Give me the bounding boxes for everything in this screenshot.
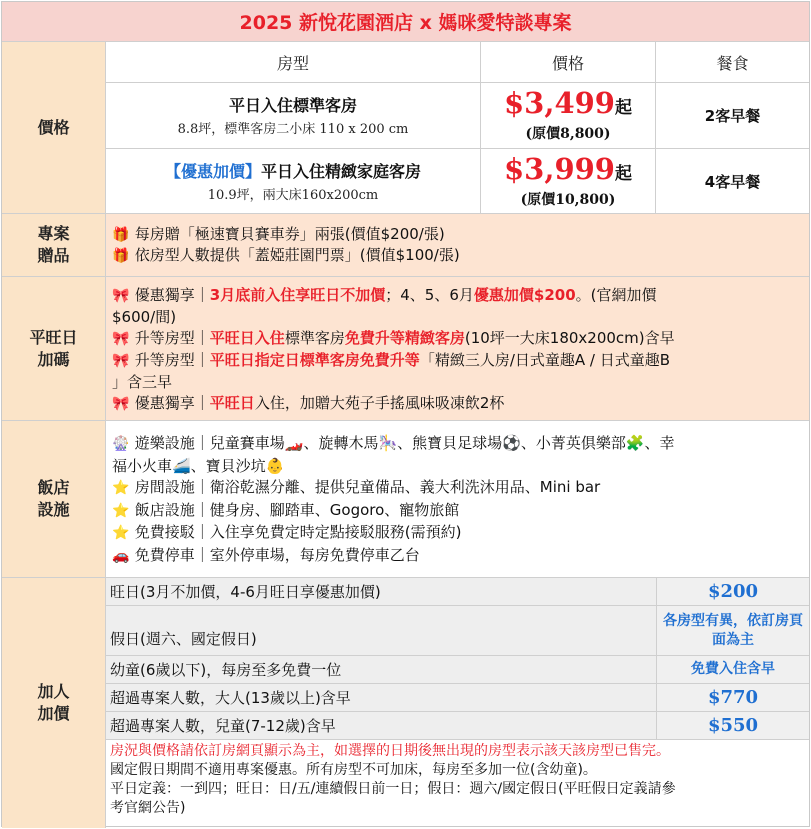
meal-info: 4客早餐 [704,172,761,191]
star-icon: ⭐ [112,525,130,541]
weekday-list [106,277,809,420]
weekday-section [2,277,809,421]
addon-desc: 超過專案人數，大人(13歲以上)含早 [106,684,657,711]
addon-label: 加人 加價 [2,578,106,828]
star-icon: ⭐ [112,502,130,519]
addon-desc: 假日(週六、國定假日) [106,606,657,655]
table-row [106,606,809,656]
room-spec: 8.8坪，標準客房二小床 110 x 200 cm [177,122,409,137]
original-price: (原價10,800) [520,191,616,208]
promo-tag: 【優惠加價】 [164,162,261,181]
room-price: $3,499起 [504,85,632,120]
list-item: 🎀 優惠獨享｜3月底前入住享旺日不加價；4、5、6月優惠加價$200。(官網加價 [112,285,803,307]
ribbon-icon: 🎀 [112,353,130,369]
hotel-list [106,421,809,577]
header-price: 價格 [481,42,656,82]
notes [106,740,809,826]
addon-value: 免費入住含早 [657,656,809,683]
addon-desc: 超過專案人數，兒童(7-12歲)含早 [106,712,657,739]
list-item: 福小火車🚄、寶貝沙坑👶 [112,456,285,475]
room-name: 平日入住標準客房 [228,96,357,115]
addon-desc: 旺日(3月不加價，4-6月旺日享優惠加價) [106,578,657,605]
list-item: 🎁 依房型人數提供「蓋婭莊園門票」(價值$100/張) [112,246,460,264]
title-row [2,2,809,42]
list-item: 」含三早 [112,373,173,391]
list-item: ⭐ 房間設施｜衛浴乾濕分離、提供兒童備品、義大利洗沐用品、Mini bar [112,477,803,500]
car-icon: 🚗 [112,547,130,564]
gift-icon: 🎁 [112,227,130,243]
price-label: 價格 [2,42,106,213]
list-item: 🎀 升等房型｜平旺日入住標準客房免費升等精緻客房(10坪一大床180x200cm)含早 [112,328,803,350]
page-title: 2025 新悅花園酒店 x 媽咪愛特談專案 [239,12,572,34]
original-price: (原價8,800) [525,125,611,142]
note-line: 國定假日期間不適用專案優惠。所有房型不可加床，每房至多加一位(含幼童)。 [110,762,597,778]
note-line: 房況與價格請依訂房網頁顯示為主，如選擇的日期後無出現的房型表示該天該房型已售完。 [110,743,670,759]
header-room: 房型 [106,42,481,82]
list-item: 🎀 優惠獨享｜平旺日入住，加贈大苑子手搖風味吸凍飲2杯 [112,393,803,415]
ferris-wheel-icon: 🎡 [112,436,130,452]
ribbon-icon: 🎀 [112,396,130,412]
list-item: 🎁 每房贈「極速寶貝賽車券」兩張(價值$200/張) [112,225,445,243]
meal-info: 2客早餐 [704,106,761,125]
gift-label: 專案 贈品 [2,214,106,276]
table-row [106,656,809,684]
star-icon: ⭐ [112,480,130,496]
list-item: $600/間) [112,308,177,326]
list-item: 🎡 遊樂設施｜兒童賽車場🏎️、旋轉木馬🎠、熊寶貝足球場⚽、小菁英俱樂部🧩、幸 [112,433,803,456]
weekday-label: 平旺日 加碼 [2,277,106,420]
addon-value: $550 [657,712,809,739]
note-line: 考官網公告) [110,800,186,816]
promo-table [1,1,810,827]
price-section [2,42,809,214]
room-price: $3,999起 [504,151,632,186]
gift-section [2,214,809,277]
room-name: 【優惠加價】平日入住精緻家庭客房 [164,162,422,181]
list-item: ⭐ 免費接駁｜入住享免費定時定點接駁服務(需預約) [112,522,803,545]
ribbon-icon: 🎀 [112,331,130,347]
table-row [106,712,809,740]
hotel-label: 飯店 設施 [2,421,106,577]
table-row [106,578,809,606]
hotel-section [2,421,809,578]
column-header [106,42,809,83]
room-row-standard [106,82,809,149]
note-line: 平日定義：一到四；旺日：日/五/連續假日前一日；假日：週六/國定假日(平旺假日定義請參 [110,781,676,797]
list-item: ⭐ 飯店設施｜健身房、腳踏車、Gogoro、寵物旅館 [112,500,803,523]
addon-value: $770 [657,684,809,711]
addon-value: 各房型有異，依訂房頁面為主 [657,606,809,655]
gift-icon: 🎁 [112,248,130,264]
addon-value: $200 [657,578,809,605]
table-row [106,684,809,712]
ribbon-icon: 🎀 [112,288,130,304]
gift-list [106,214,809,276]
list-item: 🎀 升等房型｜平旺日指定日標準客房免費升等「精緻三人房/日式童趣A / 日式童趣B [112,350,803,372]
room-spec: 10.9坪，兩大床160x200cm [207,188,379,203]
room-row-family [106,148,809,214]
header-meal: 餐食 [716,53,749,73]
list-item: 🚗 免費停車｜室外停車場，每房免費停車乙台 [112,545,803,568]
addon-desc: 幼童(6歲以下)，每房至多免費一位 [106,656,657,683]
